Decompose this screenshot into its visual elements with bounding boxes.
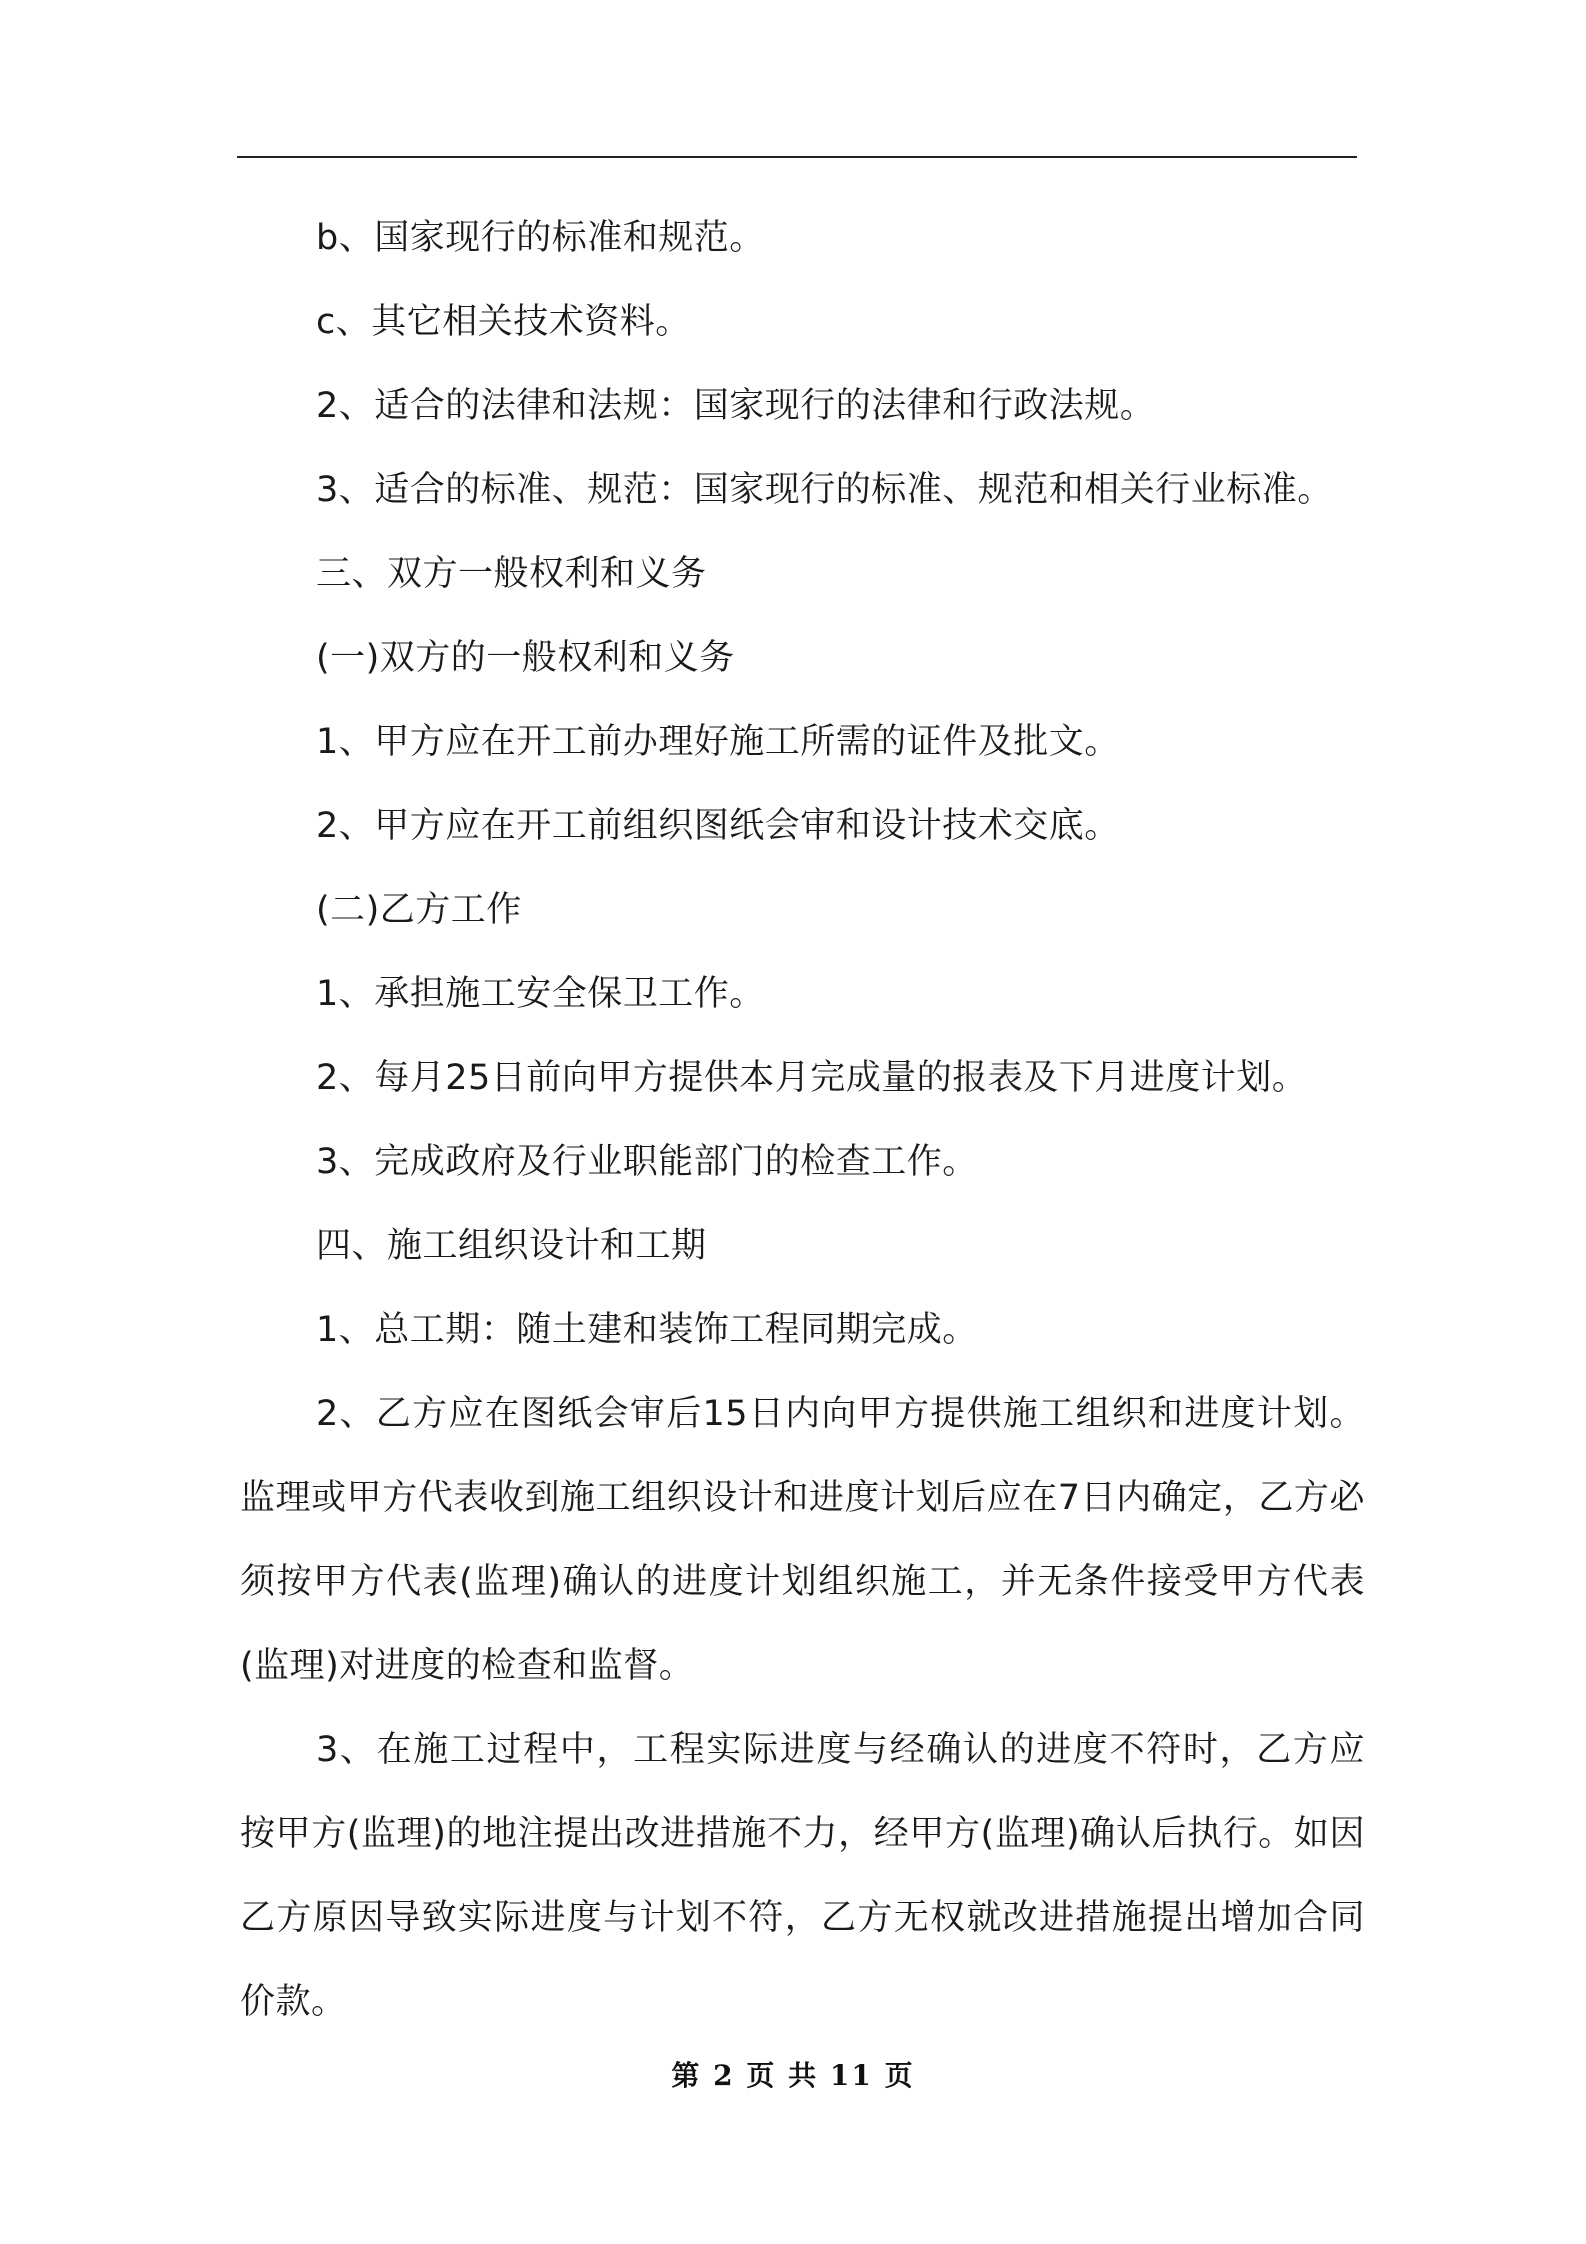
page-number-footer: 第 2 页 共 11 页 [671,2059,915,2092]
paragraph: 1、总工期：随土建和装饰工程同期完成。 [316,1310,978,1350]
paragraph: c、其它相关技术资料。 [316,302,691,342]
paragraph: 2、适合的法律和法规：国家现行的法律和行政法规。 [316,386,1156,426]
paragraph: 2、乙方应在图纸会审后15日内向甲方提供施工组织和进度计划。监理或甲方代表收到施工组织设计和进度计划后应在7日内确定，乙方必须按甲方代表(监理)确认的进度计划组织施工，并无条件接受甲方代表(监理)对进度的检查和监督。 [240,1394,1365,1686]
paragraph: 2、每月25日前向甲方提供本月完成量的报表及下月进度计划。 [316,1058,1308,1098]
paragraph: 2、甲方应在开工前组织图纸会审和设计技术交底。 [316,806,1120,846]
document-body [240,196,1365,2044]
paragraph: 3、在施工过程中，工程实际进度与经确认的进度不符时，乙方应按甲方(监理)的地注提出改进措施不力，经甲方(监理)确认后执行。如因乙方原因导致实际进度与计划不符，乙方无权就改进措施提出增加合同价款。 [240,1730,1365,2022]
header-rule [237,156,1357,158]
paragraph: b、国家现行的标准和规范。 [316,218,765,258]
paragraph: 3、完成政府及行业职能部门的检查工作。 [316,1142,978,1182]
section-heading: 四、施工组织设计和工期 [316,1226,707,1266]
paragraph: 3、适合的标准、规范：国家现行的标准、规范和相关行业标准。 [316,470,1333,510]
paragraph: 1、承担施工安全保卫工作。 [316,974,765,1014]
subsection-heading: (二)乙方工作 [316,890,522,930]
section-heading: 三、双方一般权利和义务 [316,554,707,594]
paragraph: 1、甲方应在开工前办理好施工所需的证件及批文。 [316,722,1120,762]
subsection-heading: (一)双方的一般权利和义务 [316,638,735,678]
